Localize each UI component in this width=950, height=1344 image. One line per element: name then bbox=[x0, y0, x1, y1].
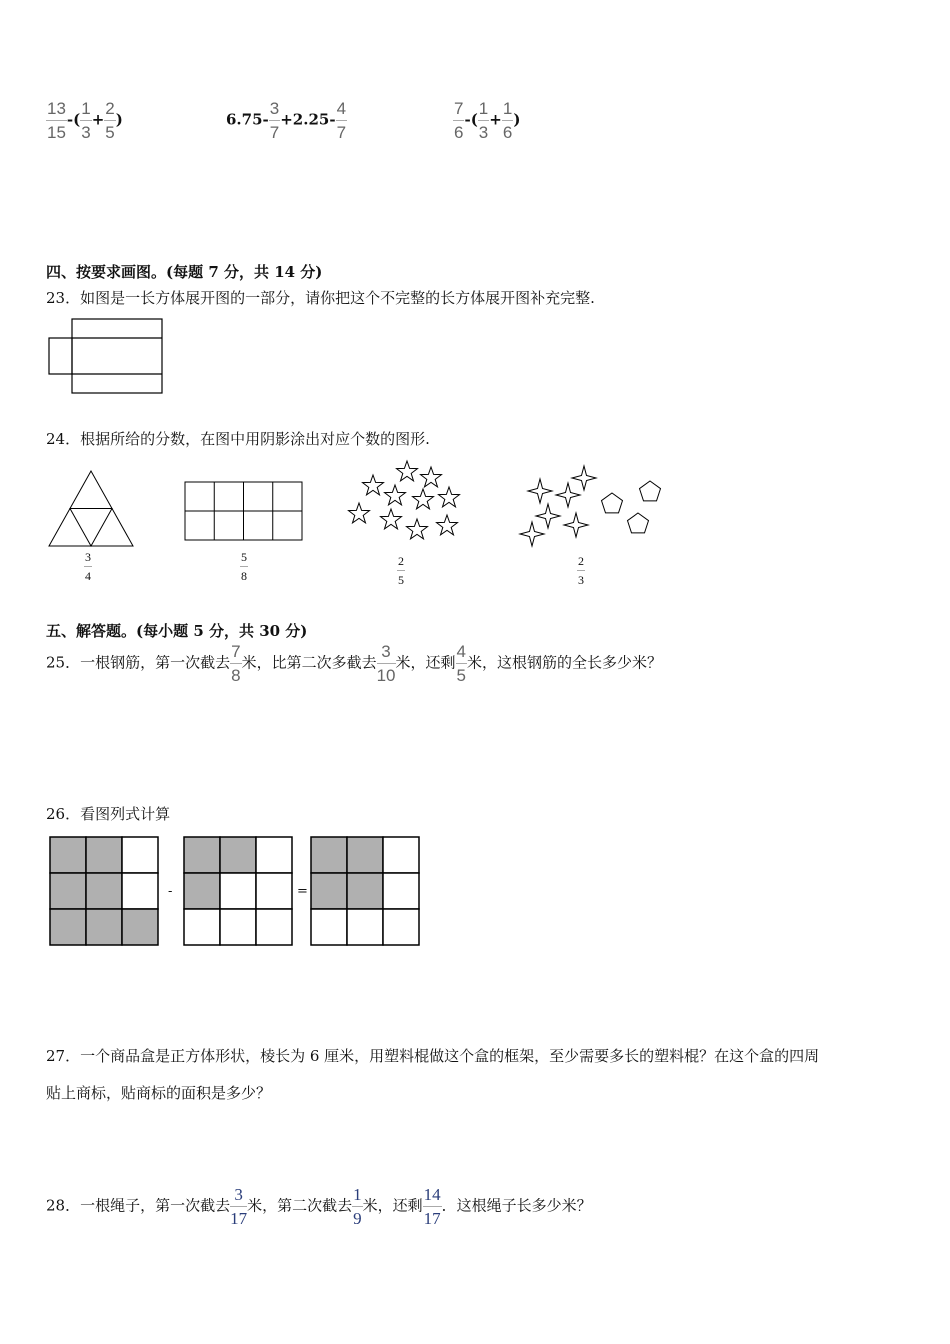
question-25: 25．一根钢筋，第一次截去 $\frac{7}{8}$ 米，比第二次多截去 $\frac{3}{10}$ 米，还剩 $\frac{4}{5}$ 米，这根钢筋的全长多少米？ bbox=[46, 642, 662, 685]
fraction-2-3: $\frac{2}{3}$ bbox=[578, 554, 584, 587]
star-icon bbox=[385, 485, 406, 505]
fraction: $\frac{7}{6}$ bbox=[454, 99, 464, 142]
fraction: $\frac{3}{7}$ bbox=[269, 99, 280, 142]
cuboid-net-figure bbox=[48, 318, 166, 396]
grid-1 bbox=[49, 836, 161, 948]
grid-2 bbox=[183, 836, 295, 948]
star-icon bbox=[407, 519, 428, 539]
fraction: $\frac{1}{3}$ bbox=[81, 99, 91, 142]
star-icon bbox=[413, 489, 434, 509]
fraction: $\frac{1}{3}$ bbox=[478, 99, 489, 142]
question-24: 24．根据所给的分数，在图中用阴影涂出对应个数的图形. bbox=[46, 430, 430, 448]
triangle-figure bbox=[46, 468, 136, 550]
question-28: 28．一根绳子，第一次截去 $\frac{3}{17}$ 米，第二次截去 $\frac{1}{9}$ 米，还剩 $\frac{14}{17}$ ．这根绳子长多少米？ bbox=[46, 1185, 592, 1228]
star-icon bbox=[439, 487, 460, 507]
rectangle-grid-figure bbox=[184, 481, 304, 543]
fraction: $\frac{1}{6}$ bbox=[502, 99, 513, 142]
fraction: $\frac{4}{7}$ bbox=[336, 99, 347, 142]
fraction: $\frac{2}{5}$ bbox=[105, 99, 115, 142]
star-icon bbox=[397, 461, 418, 481]
sparkle-icon bbox=[572, 466, 596, 490]
fraction-3-4: $\frac{3}{4}$ bbox=[85, 550, 91, 583]
minus-sign: - bbox=[168, 884, 173, 899]
sparkle-icon bbox=[528, 479, 552, 503]
section-5-title: 五、解答题。(每小题 5 分，共 30 分) bbox=[46, 622, 308, 640]
pentagon-icon bbox=[628, 513, 649, 533]
expression-3: $\frac{7}{6}$ -( $\frac{1}{3}$ + $\frac{1}{6}$ ) bbox=[454, 99, 521, 142]
sparkles-pentagons-figure bbox=[518, 462, 668, 552]
fraction: $\frac{14}{17}$ bbox=[423, 1185, 441, 1228]
question-26: 26．看图列式计算 bbox=[46, 805, 171, 823]
stars-figure bbox=[345, 458, 465, 550]
fraction: $\frac{7}{8}$ bbox=[231, 642, 241, 685]
equals-sign: = bbox=[297, 884, 308, 899]
star-icon bbox=[381, 509, 402, 529]
section-4-title: 四、按要求画图。(每题 7 分，共 14 分) bbox=[46, 263, 323, 281]
question-23: 23．如图是一长方体展开图的一部分，请你把这个不完整的长方体展开图补充完整. bbox=[46, 289, 595, 307]
grid-3 bbox=[310, 836, 422, 948]
star-icon bbox=[349, 503, 370, 523]
fraction: $\frac{3}{17}$ bbox=[230, 1185, 248, 1228]
expression-1: $\frac{13}{15}$ -( $\frac{1}{3}$ + $\frac{2}{5}$ ) bbox=[47, 99, 123, 142]
question-27-line-2: 贴上商标，贴商标的面积是多少？ bbox=[46, 1084, 272, 1102]
sparkle-icon bbox=[556, 483, 580, 507]
pentagon-icon bbox=[602, 493, 623, 513]
star-icon bbox=[437, 515, 458, 535]
fraction-5-8: $\frac{5}{8}$ bbox=[241, 550, 247, 583]
fraction-2-5: $\frac{2}{5}$ bbox=[398, 554, 404, 587]
fraction: $\frac{13}{15}$ bbox=[47, 99, 66, 142]
fraction: $\frac{3}{10}$ bbox=[376, 642, 396, 685]
expression-2: 6.75- $\frac{3}{7}$ +2.25- $\frac{4}{7}$ bbox=[226, 99, 347, 142]
sparkle-icon bbox=[564, 513, 588, 537]
star-icon bbox=[421, 467, 442, 487]
sparkle-icon bbox=[536, 504, 560, 528]
sparkle-icon bbox=[520, 522, 544, 546]
question-27-line-1: 27．一个商品盒是正方体形状，棱长为 6 厘米，用塑料棍做这个盒的框架，至少需要多长的塑料棍？在这个盒的四周 bbox=[46, 1047, 820, 1065]
fraction: $\frac{4}{5}$ bbox=[456, 642, 466, 685]
pentagon-icon bbox=[640, 481, 661, 501]
star-icon bbox=[363, 475, 384, 495]
fraction: $\frac{1}{9}$ bbox=[353, 1185, 362, 1228]
